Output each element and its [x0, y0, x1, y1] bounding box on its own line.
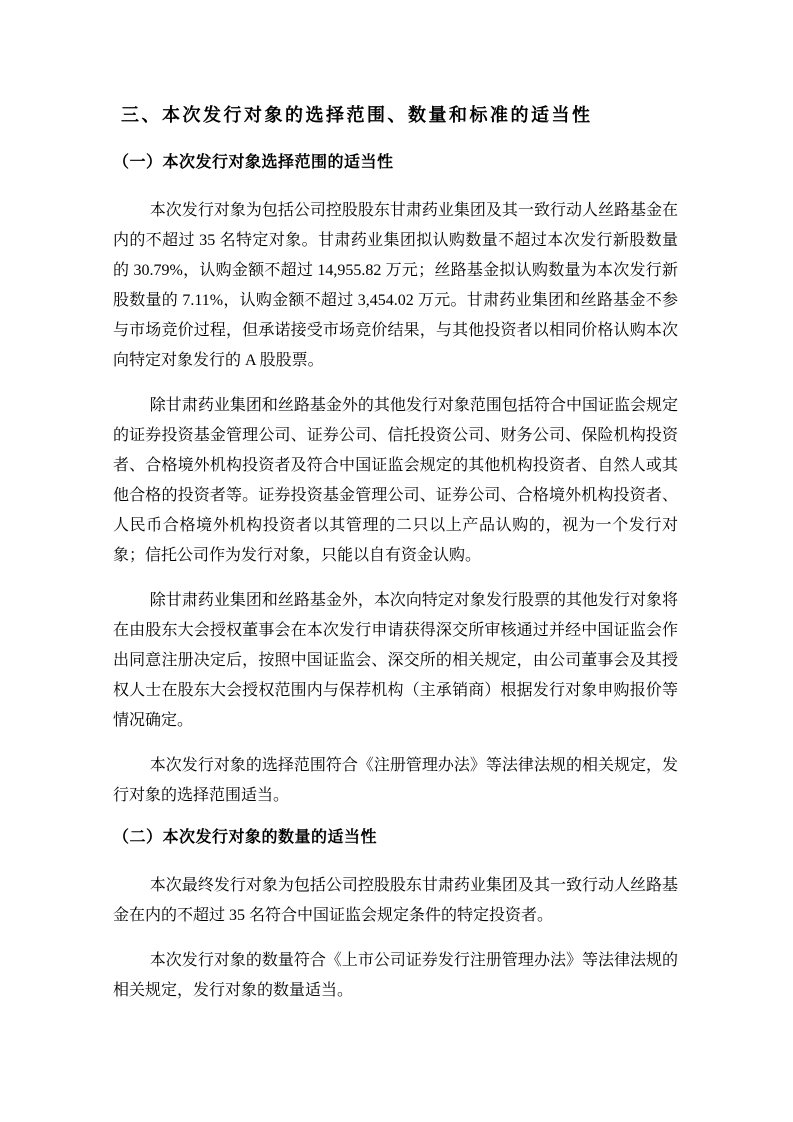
paragraph-2-1: 本次最终发行对象为包括公司控股股东甘肃药业集团及其一致行动人丝路基金在内的不超过 35 名符合中国证监会规定条件的特定投资者。: [113, 877, 678, 924]
paragraph-1-4: 本次发行对象的选择范围符合《注册管理办法》等法律法规的相关规定，发行对象的选择范围适当。: [113, 757, 678, 804]
section-1-heading: （一）本次发行对象选择范围的适当性: [113, 154, 394, 171]
paragraph-1-2: 除甘肃药业集团和丝路基金外的其他发行对象范围包括符合中国证监会规定的证券投资基金管理公司、证券公司、信托投资公司、财务公司、保险机构投资者、合格境外机构投资者及符合中国证监会规定的其他机构投资者、自然人或其他合格的投资者等。证券投资基金管理公司、证券公司、合格境外机构投资者、人民币合格境外机构投资者以其管理的二只以上产品认购的，视为一个发行对象；信托公司作为发行对象，只能以自有资金认购。: [113, 397, 678, 564]
paragraph-1-1: 本次发行对象为包括公司控股股东甘肃药业集团及其一致行动人丝路基金在内的不超过 35 名特定对象。甘肃药业集团拟认购数量不超过本次发行新股数量的 30.79%，认购金额不超过 14,955.82 万元；丝路基金拟认购数量为本次发行新股数量的 7.11%，认购金额不超过 3,454.02 万元。甘肃药业集团和丝路基金不参与市场竞价过程，但承诺接受市场竞价结果，与其他投资者以相同价格认购本次向特定对象发行的 A 股股票。: [113, 202, 678, 369]
main-heading: 三、本次发行对象的选择范围、数量和标准的适当性: [121, 105, 593, 125]
section-2-heading: （二）本次发行对象的数量的适当性: [113, 829, 378, 846]
section-quantity: [113, 826, 678, 1006]
section-selection-scope: [113, 151, 678, 811]
paragraph-2-2: 本次发行对象的数量符合《上市公司证券发行注册管理办法》等法律法规的相关规定，发行对象的数量适当。: [113, 952, 678, 999]
paragraph-1-3: 除甘肃药业集团和丝路基金外，本次向特定对象发行股票的其他发行对象将在由股东大会授权董事会在本次发行申请获得深交所审核通过并经中国证监会作出同意注册决定后，按照中国证监会、深交所的相关规定，由公司董事会及其授权人士在股东大会授权范围内与保荐机构（主承销商）根据发行对象申购报价等情况确定。: [113, 592, 678, 729]
